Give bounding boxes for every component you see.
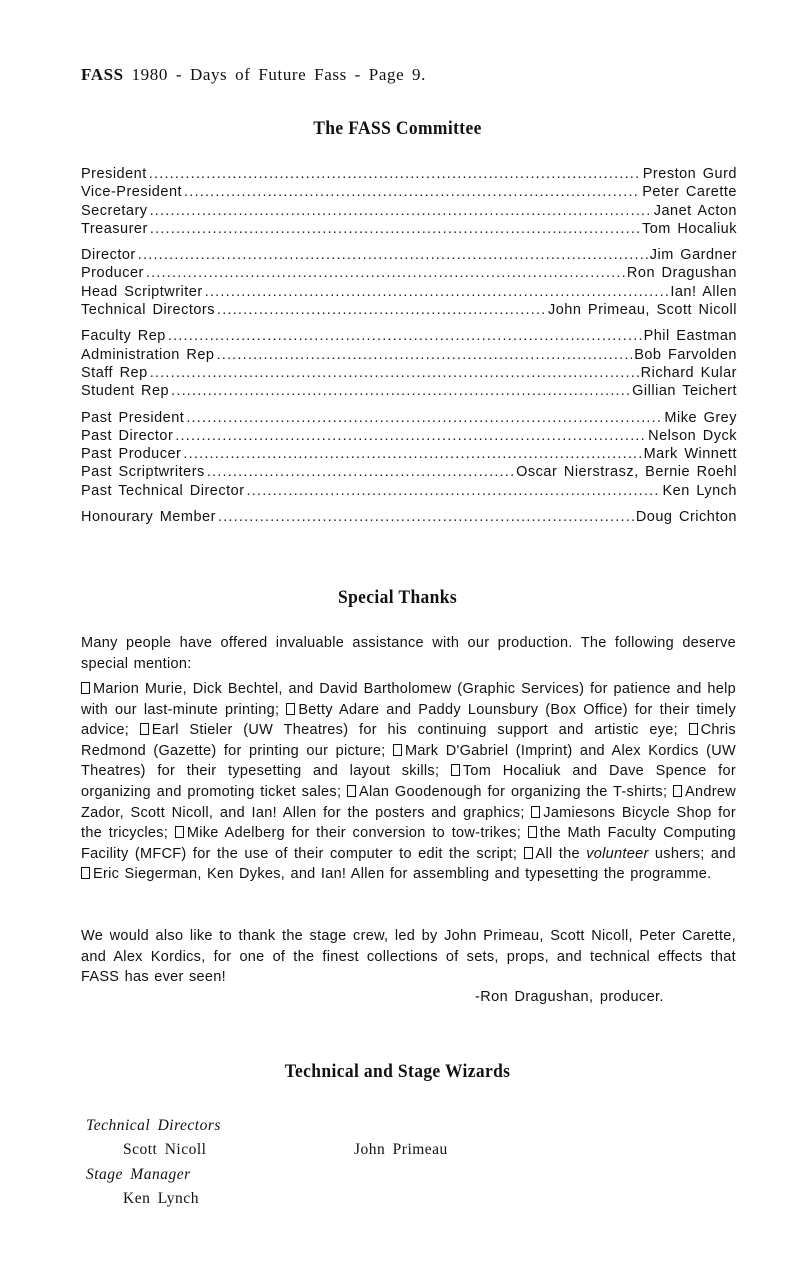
dot-leader <box>146 264 625 282</box>
thanks-item: Chris Redmond (Gazette) for printing our picture; <box>81 722 736 759</box>
thanks-item: Jamiesons Bicycle Shop for the tricycles; <box>81 804 736 842</box>
dot-leader <box>149 165 641 183</box>
bullet-box-icon <box>689 723 698 735</box>
role-label: Director <box>81 247 136 264</box>
dot-leader <box>218 508 634 526</box>
member-name: Ken Lynch <box>662 482 737 499</box>
bullet-box-icon <box>81 867 90 879</box>
committee-row <box>81 382 737 400</box>
stage-manager-label: Stage Manager <box>86 1166 191 1183</box>
committee-row <box>81 427 737 445</box>
dot-leader <box>217 301 546 319</box>
dot-leader <box>217 346 633 364</box>
member-name: Janet Acton <box>653 202 737 219</box>
tech-director-name: Scott Nicoll <box>123 1141 207 1158</box>
committee-row <box>81 508 737 526</box>
thanks-emphasis: volunteer <box>586 845 649 862</box>
bullet-box-icon <box>673 785 682 797</box>
role-label: Treasurer <box>81 220 148 237</box>
crew-thanks: We would also like to thank the stage crew, led by John Primeau, Scott Nicoll, Peter Carette, and Alex Kordics, for one of the finest collections of sets, props, and technical effects that FASS has ever seen! <box>81 928 736 986</box>
committee-group <box>81 508 737 526</box>
member-name: Richard Kular <box>640 364 737 381</box>
dot-leader <box>183 445 641 463</box>
role-label: Faculty Rep <box>81 328 166 345</box>
header-text: 1980 - Days of Future Fass - Page 9. <box>131 65 427 84</box>
dot-leader <box>184 183 640 201</box>
thanks-item: Eric Siegerman, Ken Dykes, and Ian! Allen for assembling and typesetting the programme. <box>93 866 712 883</box>
member-name: Phil Eastman <box>643 328 737 345</box>
wizards-title: Technical and Stage Wizards <box>284 1061 511 1082</box>
member-name: Ron Dragushan <box>626 265 737 282</box>
role-label: Head Scriptwriter <box>81 283 203 300</box>
committee-row <box>81 301 737 319</box>
committee-row <box>81 445 737 463</box>
committee-group <box>81 327 737 400</box>
member-name: Ian! Allen <box>670 283 737 300</box>
committee-row <box>81 409 737 427</box>
page-header <box>81 65 426 85</box>
role-label: Secretary <box>81 202 148 219</box>
dot-leader <box>247 482 661 500</box>
bullet-box-icon <box>81 682 90 694</box>
committee-row <box>81 346 737 364</box>
thanks-item: Marion Murie, Dick Bechtel, and David Bartholomew (Graphic Services) for patience and help with our last-minute printing; <box>81 681 736 718</box>
committee-row <box>81 165 737 183</box>
role-label: Student Rep <box>81 383 170 400</box>
committee-title: The FASS Committee <box>313 118 482 139</box>
committee-row <box>81 220 737 238</box>
member-name: Doug Crichton <box>635 509 737 526</box>
committee-row <box>81 246 737 264</box>
member-name: Gillian Teichert <box>632 383 737 400</box>
committee-row <box>81 364 737 382</box>
member-name: Bob Farvolden <box>634 346 737 363</box>
member-name: Peter Carette <box>642 184 737 201</box>
bullet-box-icon <box>140 723 149 735</box>
role-label: Vice-President <box>81 184 183 201</box>
thanks-item: Andrew Zador, Scott Nicoll, and Ian! Allen for the posters and graphics; <box>81 783 736 821</box>
role-label: Technical Directors <box>81 302 215 319</box>
dot-leader <box>138 246 648 264</box>
member-name: Mark Winnett <box>643 446 737 463</box>
member-name: Nelson Dyck <box>648 427 737 444</box>
bullet-box-icon <box>531 806 540 818</box>
member-name: Oscar Nierstrasz, Bernie Roehl <box>516 464 737 481</box>
committee-list <box>81 165 737 534</box>
thanks-item: Mark D'Gabriel (Imprint) and Alex Kordics (UW Theatres) for their typesetting and layout skills; <box>81 742 736 780</box>
dot-leader <box>175 427 646 445</box>
member-name: Jim Gardner <box>649 247 737 264</box>
dot-leader <box>150 364 639 382</box>
stage-manager-name: Ken Lynch <box>123 1190 199 1207</box>
thanks-item: Earl Stieler (UW Theatres) for his continuing support and artistic eye; <box>151 722 678 739</box>
member-name: Tom Hocaliuk <box>641 220 737 237</box>
bullet-box-icon <box>347 785 356 797</box>
committee-row <box>81 482 737 500</box>
committee-row <box>81 264 737 282</box>
thanks-item: Mike Adelberg for their conversion to tow-trikes; <box>186 825 522 842</box>
bullet-box-icon <box>393 744 402 756</box>
dot-leader <box>171 382 630 400</box>
role-label: President <box>81 166 147 182</box>
header-brand: FASS <box>81 65 124 84</box>
thanks-item: All the <box>535 845 580 862</box>
bullet-box-icon <box>286 703 295 715</box>
role-label: Past Scriptwriters <box>81 464 205 481</box>
bullet-box-icon <box>524 847 533 859</box>
member-name: Preston Gurd <box>642 166 737 182</box>
committee-row <box>81 327 737 345</box>
role-label: Administration Rep <box>81 346 215 363</box>
thanks-item: Alan Goodenough for organizing the T-shirts; <box>358 783 668 800</box>
bullet-box-icon <box>175 826 184 838</box>
committee-row <box>81 463 737 481</box>
member-name: John Primeau, Scott Nicoll <box>547 302 737 319</box>
committee-group <box>81 409 737 500</box>
role-label: Past Producer <box>81 446 182 463</box>
bullet-box-icon <box>528 826 537 838</box>
thanks-item: Betty Adare and Paddy Lounsbury (Box Office) for their timely advice; <box>81 701 736 739</box>
committee-row <box>81 283 737 301</box>
role-label: Past President <box>81 409 185 426</box>
thanks-intro: Many people have offered invaluable assistance with our production. The following deserve special mention: <box>81 635 736 672</box>
member-name: Mike Grey <box>664 409 737 426</box>
dot-leader <box>205 283 669 301</box>
bullet-box-icon <box>451 764 460 776</box>
committee-group <box>81 165 737 238</box>
thanks-item: the Math Faculty Computing Facility (MFCF) for the use of their computer to edit the script; <box>81 825 736 862</box>
signature: -Ron Dragushan, producer. <box>475 989 664 1005</box>
role-label: Staff Rep <box>81 364 148 381</box>
dot-leader <box>168 327 642 345</box>
tech-director-name: John Primeau <box>354 1141 448 1158</box>
thanks-title: Special Thanks <box>338 587 457 608</box>
committee-row <box>81 183 737 201</box>
thanks-list <box>81 679 736 885</box>
thanks-item: Tom Hocaliuk and Dave Spence for organizing and promoting ticket sales; <box>81 763 736 800</box>
dot-leader <box>207 463 514 481</box>
role-label: Producer <box>81 265 144 282</box>
committee-row <box>81 202 737 220</box>
role-label: Past Technical Director <box>81 482 245 499</box>
tech-directors-label: Technical Directors <box>86 1117 221 1134</box>
thanks-item: ushers; and <box>654 845 736 862</box>
dot-leader <box>150 202 652 220</box>
role-label: Honourary Member <box>81 509 216 526</box>
dot-leader <box>150 220 640 238</box>
committee-group <box>81 246 737 319</box>
role-label: Past Director <box>81 427 174 444</box>
dot-leader <box>186 409 662 427</box>
